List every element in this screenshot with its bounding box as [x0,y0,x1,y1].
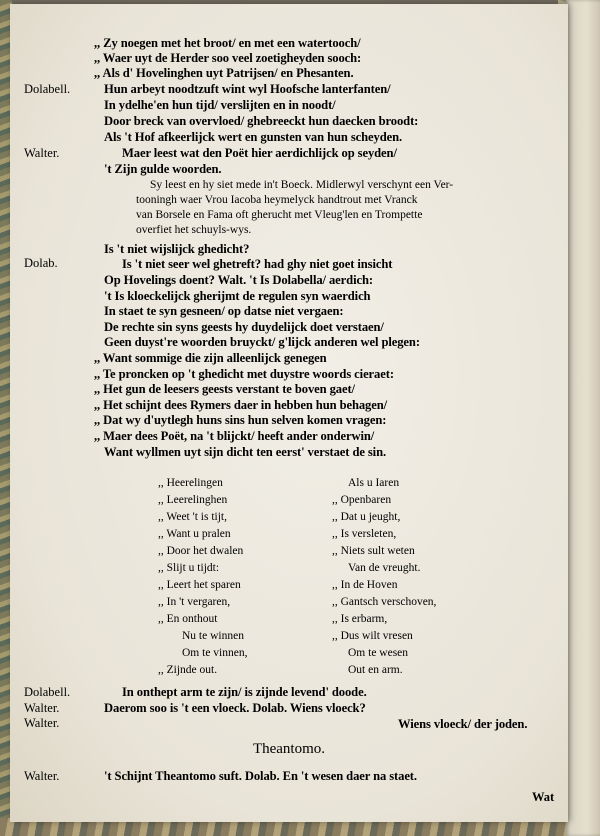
verse-line: Want wyllmen uyt sijn dicht ten eerst' verstaet de sin. [104,445,387,459]
verse-line: ,, Waer uyt de Herder soo veel zoetigheyden sooch: [94,51,362,65]
verse-line: ,, Zy noegen met het broot/ en met een watertooch/ [94,36,361,50]
speaker-walter: Walter. [24,716,60,730]
poem-line: ,, Openbaren [332,494,392,506]
verse-line: Is 't niet seer wel ghetreft? had ghy niet goet insicht [122,257,393,271]
poem-line: ,, Want u pralen [158,528,231,540]
stage-direction-line: tooningh waer Vrou Iacoba heymelyck handtrout met Vranck [136,194,418,206]
verse-line: Als 't Hof afkeerlijck wert en gunsten van hun scheyden. [104,130,403,144]
speaker-dolabell: Dolabell. [24,685,71,699]
poem-line: ,, Zijnde out. [158,664,218,676]
book-page [10,4,568,822]
verse-line: ,, Maer dees Poët, na 't blijckt/ heeft ander onderwin/ [94,429,375,443]
poem-line: ,, En onthout [158,613,218,625]
speaker-dolabell: Dolabell. [24,82,71,96]
verse-line: In ydelhe'en hun tijd/ verslijten en in noodt/ [104,98,336,112]
section-heading: Theantomo. [252,741,326,757]
poem-line: ,, Slijt u tijdt: [158,562,220,574]
underlying-page-edge [566,0,600,836]
verse-line: In staet te syn gesneen/ op datse niet vergaen: [104,304,344,318]
verse-line: Geen duyst're woorden bruyckt/ g'lijck anderen wel plegen: [104,335,420,349]
stage-direction-line: Sy leest en hy siet mede in't Boeck. Midlerwyl verschynt een Ver- [150,179,454,191]
poem-line: ,, Door het dwalen [158,545,244,557]
verse-line: ,, Als d' Hovelinghen uyt Patrijsen/ en Phesanten. [94,66,354,80]
poem-line: Van de vreught. [348,562,421,574]
poem-line: Als u Iaren [348,477,400,489]
verse-line: Door breck van overvloed/ ghebreeckt hun daecken broodt: [104,114,419,128]
verse-line: 't Is kloeckelijck gherijmt de regulen syn waerdich [104,289,371,303]
poem-line: ,, Heerelingen [158,477,223,489]
verse-line: Op Hovelings doent? Walt. 't Is Dolabella/ aerdich: [104,273,373,287]
poem-line: ,, Dat u jeught, [332,511,401,523]
poem-line: ,, Leert het sparen [158,579,241,591]
verse-line: ,, Te proncken op 't ghedicht met duystre woords cieraet: [94,367,394,381]
verse-line: 't Zijn gulde woorden. [104,162,222,176]
speaker-walter: Walter. [24,769,60,783]
speaker-walter: Walter. [24,701,60,715]
poem-line: ,, Is erbarm, [332,613,388,625]
poem-line: ,, Leerelinghen [158,494,228,506]
poem-line: Om te vinnen, [182,647,248,659]
stage-direction-line: van Borsele en Fama oft gherucht met Vleug'len en Trompette [136,209,423,221]
verse-line: Hun arbeyt noodtzuft wint wyl Hoofsche lanterfanten/ [104,82,391,96]
poem-line: ,, Niets sult weten [332,545,415,557]
verse-line: ,, Het gun de leesers geests verstant te boven gaet/ [94,382,355,396]
catchword: Wat [532,790,555,804]
poem-line: ,, In de Hoven [332,579,398,591]
stage-direction-line: overfiet het schuyls-wys. [136,224,252,236]
poem-line: ,, Gantsch verschoven, [332,596,437,608]
verse-line: Maer leest wat den Poët hier aerdichlijck op seyden/ [122,146,397,160]
verse-line: Wiens vloeck/ der joden. [398,717,528,731]
poem-line: Om te wesen [348,647,409,659]
verse-line: In onthept arm te zijn/ is zijnde levend' doode. [122,685,367,699]
poem-line: ,, Dus wilt vresen [332,630,413,642]
speaker-walter: Walter. [24,146,60,160]
speaker-dolab: Dolab. [24,256,58,270]
poem-line: ,, Weet 't is tijt, [158,511,227,523]
poem-line: ,, Is versleten, [332,528,397,540]
poem-line: ,, In 't vergaren, [158,596,231,608]
poem-line: Nu te winnen [182,630,244,642]
verse-line: ,, Want sommige die zijn alleenlijck genegen [94,351,327,365]
poem-line: Out en arm. [348,664,403,676]
verse-line: ,, Dat wy d'uytlegh huns sins hun selven komen vragen: [94,413,387,427]
verse-line: 't Schijnt Theantomo suft. Dolab. En 't wesen daer na staet. [104,769,417,783]
verse-line: ,, Het schijnt dees Rymers daer in hebben hun behagen/ [94,398,388,412]
verse-line: De rechte sin syns geests hy duydelijck doet verstaen/ [104,320,384,334]
verse-line: Daerom soo is 't een vloeck. Dolab. Wiens vloeck? [104,701,366,715]
verse-line: Is 't niet wijslijck ghedicht? [104,242,250,256]
